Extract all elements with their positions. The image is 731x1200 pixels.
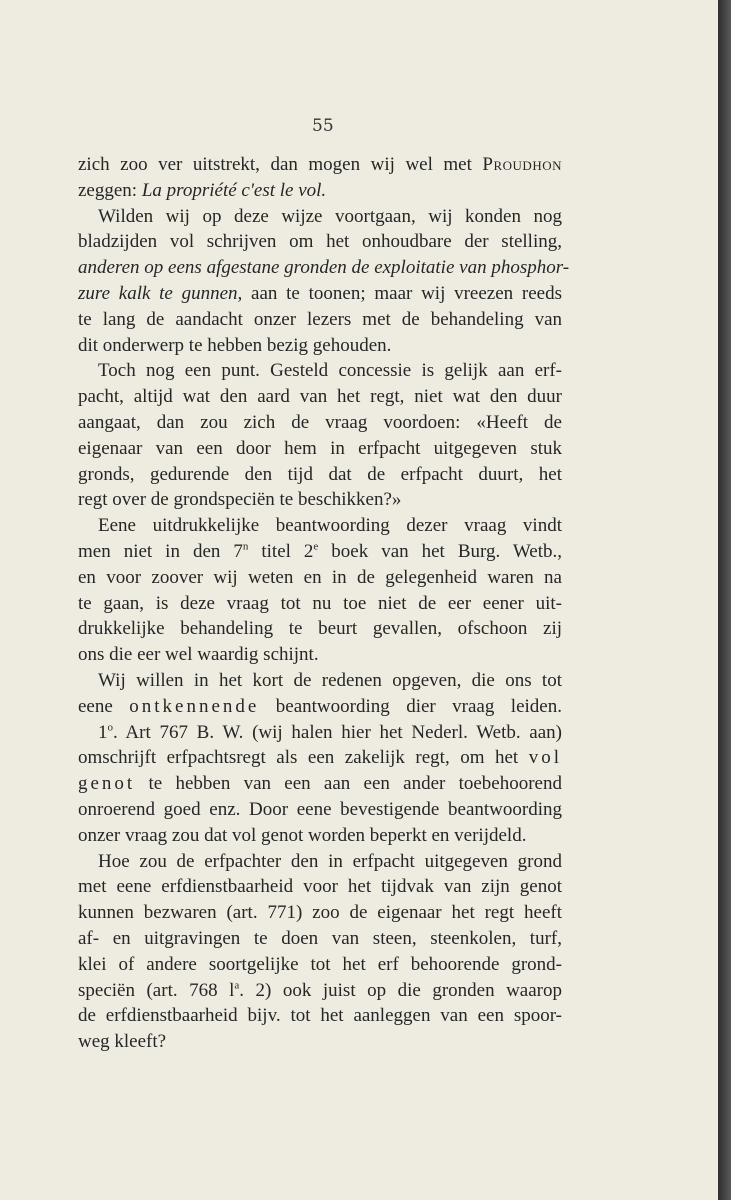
text-line: genot te hebben van een aan een ander toebehoorend bbox=[78, 773, 562, 795]
text-line: zich zoo ver uitstrekt, dan mogen wij wel met Proudhon bbox=[78, 154, 562, 175]
text-line: Eene uitdrukkelijke beantwoording dezer vraag vindt bbox=[98, 515, 562, 537]
text-line: anderen op eens afgestane gronden de exploitatie van phosphor- bbox=[78, 257, 570, 279]
text-line: af- en uitgravingen te doen van steen, steenkolen, turf, bbox=[78, 927, 562, 949]
text-line: met eene erfdienstbaarheid voor het tijdvak van zijn genot bbox=[78, 876, 562, 898]
text-line: weg kleeft? bbox=[78, 1031, 167, 1053]
text-line: aangaat, dan zou zich de vraag voordoen: «Heeft de bbox=[78, 411, 562, 433]
text-line: bladzijden vol schrijven om het onhoudbare der stelling, bbox=[78, 231, 562, 253]
quotation: La propriété c'est le vol. bbox=[141, 179, 327, 201]
text-line: eene ontkennende beantwoording dier vraag leiden. bbox=[78, 695, 562, 717]
emphasis-spaced: vol bbox=[528, 747, 562, 769]
text-line: men niet in den 7$^n$ titel 2e boek van het Burg. Wetb., bbox=[78, 540, 562, 562]
text-line: te lang de aandacht onzer lezers met de behandeling van bbox=[78, 308, 562, 330]
text-line: en voor zoover wij weten en in de gelegenheid waren na bbox=[78, 566, 562, 588]
text-line: de erfdienstbaarheid bijv. tot het aanleggen van een spoor- bbox=[78, 1005, 562, 1027]
body-text bbox=[78, 152, 570, 1055]
author-name: Proudhon bbox=[482, 154, 562, 175]
text-line: 1$^o$. Art 767 B. W. (wij halen hier het Nederl. Wetb. aan) bbox=[98, 721, 562, 743]
text-line: onroerend goed enz. Door eene bevestigende beantwoording bbox=[78, 798, 562, 820]
text-line: onzer vraag zou dat vol genot worden beperkt en verijdeld. bbox=[78, 824, 527, 846]
text-line: drukkelijke behandeling te beurt gevallen, ofschoon zij bbox=[78, 618, 562, 640]
text-line: Wij willen in het kort de redenen opgeven, die ons tot bbox=[98, 669, 562, 691]
emphasis-spaced: genot bbox=[78, 773, 136, 795]
emphasis-spaced: ontkennende bbox=[129, 695, 260, 717]
text-line: te gaan, is deze vraag tot nu toe niet de eer eener uit- bbox=[78, 592, 562, 614]
text-line: zeggen: La propriété c'est le vol. bbox=[78, 179, 327, 201]
book-edge bbox=[718, 0, 731, 1200]
text-line: regt over de grondspeciën te beschikken?» bbox=[78, 489, 402, 511]
page-number: 55 bbox=[312, 116, 334, 136]
text-line: dit onderwerp te hebben bezig gehouden. bbox=[78, 334, 392, 356]
text-line: pacht, altijd wat den aard van het regt, niet wat den duur bbox=[78, 386, 562, 408]
text-line: kunnen bezwaren (art. 771) zoo de eigenaar het regt heeft bbox=[78, 902, 562, 924]
text-line: gronds, gedurende den tijd dat de erfpacht duurt, het bbox=[78, 463, 562, 485]
text-line: klei of andere soortgelijke tot het erf behoorende grond- bbox=[78, 953, 562, 975]
text-line: speciën (art. 768 $l^a$. 2) ook juist op die gronden waarop bbox=[78, 979, 562, 1001]
text-line: eigenaar van een door hem in erfpacht uitgegeven stuk bbox=[78, 437, 562, 459]
text-line: Hoe zou de erfpachter den in erfpacht uitgegeven grond bbox=[98, 850, 562, 872]
text-line: Toch nog een punt. Gesteld concessie is gelijk aan erf- bbox=[98, 360, 562, 382]
text-line: omschrijft erfpachtsregt als een zakelijk regt, om het vol bbox=[78, 747, 562, 769]
text-line: zure kalk te gunnen, aan te toonen; maar wij vreezen reeds bbox=[78, 282, 562, 304]
text-line: Wilden wij op deze wijze voortgaan, wij konden nog bbox=[98, 205, 562, 227]
text-line: ons die eer wel waardig schijnt. bbox=[78, 644, 319, 666]
